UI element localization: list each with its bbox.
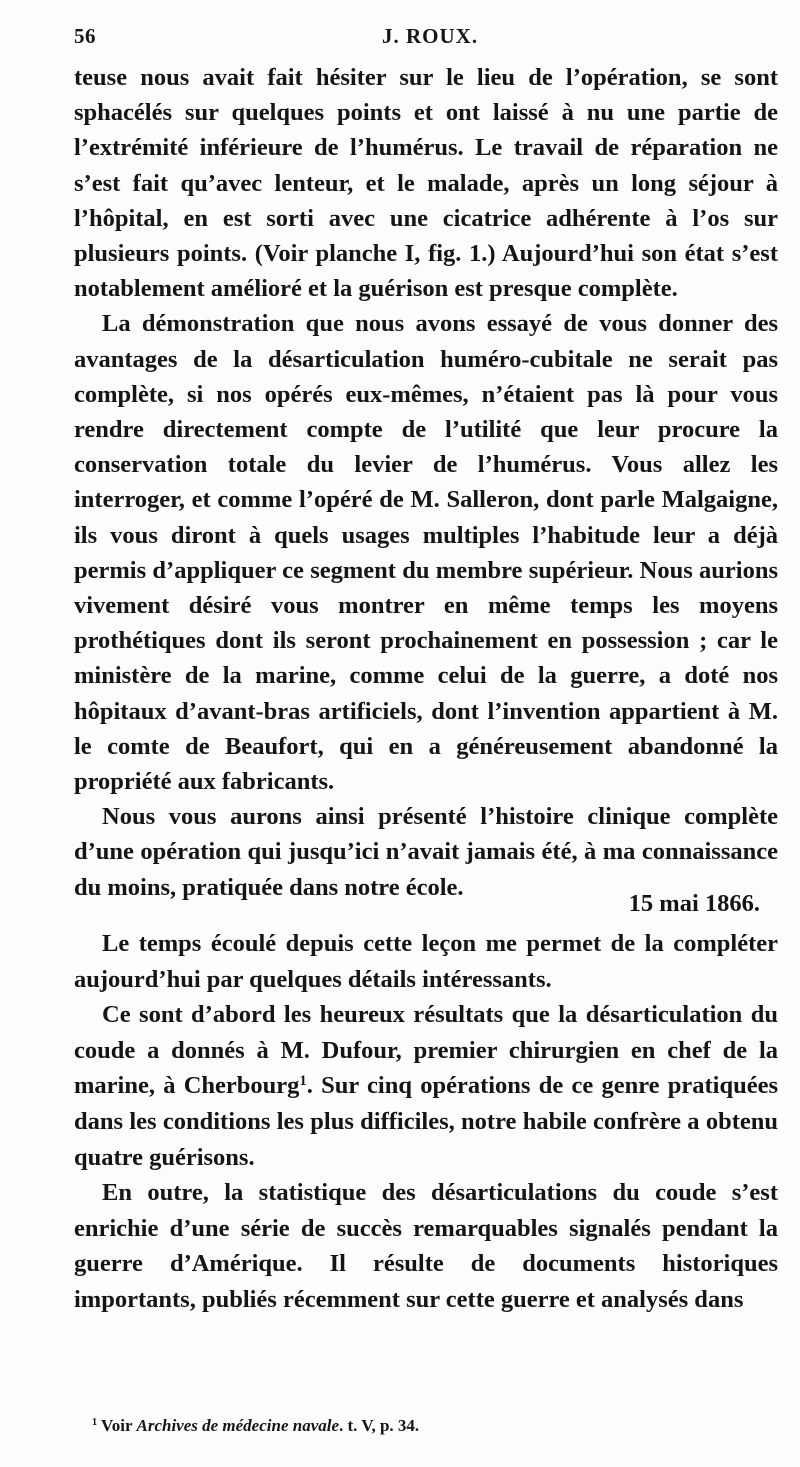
page-number: 56 <box>74 24 96 48</box>
postscript-text-block <box>74 926 778 1318</box>
footnote-prefix: Voir <box>101 1416 133 1435</box>
footnote-reference: 1 <box>299 1072 307 1089</box>
footnote <box>92 1416 782 1436</box>
footnote-journal-title: Archives de médecine navale <box>136 1416 340 1435</box>
footnote-citation: . t. V, p. 34. <box>339 1416 420 1435</box>
paragraph-continuation: teuse nous avait fait hésiter sur le lieu de l’opération, se sont sphacélés sur quelques points et ont laissé à nu une partie de l’extrémité inférieure de l’humérus. Le travail de réparation ne s’est fait qu’avec lenteur, et le malade, après un long séjour à l’hôpital, en est sorti avec une cicatrice adhérente à l’os sur plusieurs points. (Voir planche I, fig. 1.) Aujourd’hui son état s’est notablement amélioré et la guérison est presque complète. <box>74 64 778 303</box>
footnote-mark: 1 <box>92 1416 98 1428</box>
dufour-text-after-note: . Sur cinq opérations de ce genre pratiquées dans les conditions les plus difficiles, notre habile confrère a obtenu quatre guérisons. <box>74 1072 778 1171</box>
paragraph-time-elapsed: Le temps écoulé depuis cette leçon me permet de la compléter aujourd’hui par quelques détails intéressants. <box>74 930 778 993</box>
running-title: J. ROUX. <box>382 24 479 48</box>
main-text-block <box>74 60 778 905</box>
page-header <box>74 24 774 56</box>
paragraph-dufour-results <box>74 997 778 1175</box>
dufour-text-before-note: Ce sont d’abord les heureux résultats que la désarticulation du coude a donnés à M. Dufour, premier chirurgien en chef de la marine, à Cherbourg <box>74 1001 778 1100</box>
paragraph-demonstration: La démonstration que nous avons essayé de vous donner des avantages de la désarticulation huméro-cubitale ne serait pas complète, si nos opérés eux-mêmes, n’étaient pas là pour vous rendre directement compte de l’utilité que leur procure la conservation totale du levier de l’humérus. Vous allez les interroger, et comme l’opéré de M. Salleron, dont parle Malgaigne, ils vous diront à quels usages multiples l’habitude leur a déjà permis d’appliquer ce segment du membre supérieur. Nous aurions vivement désiré vous montrer en même temps les moyens prothétiques dont ils seront prochainement en possession ; car le ministère de la marine, comme celui de la guerre, a doté nos hôpitaux d’avant-bras artificiels, dont l’invention appartient à M. le comte de Beaufort, qui en a généreusement abandonné la propriété aux fabricants. <box>74 310 778 796</box>
paragraph-clinical-history: Nous vous aurons ainsi présenté l’histoire clinique complète d’une opération qui jusqu’ici n’avait jamais été, à ma connaissance du moins, pratiquée dans notre école. <box>74 803 778 901</box>
dateline: 15 mai 1866. <box>628 890 760 917</box>
paragraph-american-war: En outre, la statistique des désarticulations du coude s’est enrichie d’une série de succès remarquables signalés pendant la guerre d’Amérique. Il résulte de documents historiques importants, publiés récemment sur cette guerre et analysés dans <box>74 1179 778 1313</box>
